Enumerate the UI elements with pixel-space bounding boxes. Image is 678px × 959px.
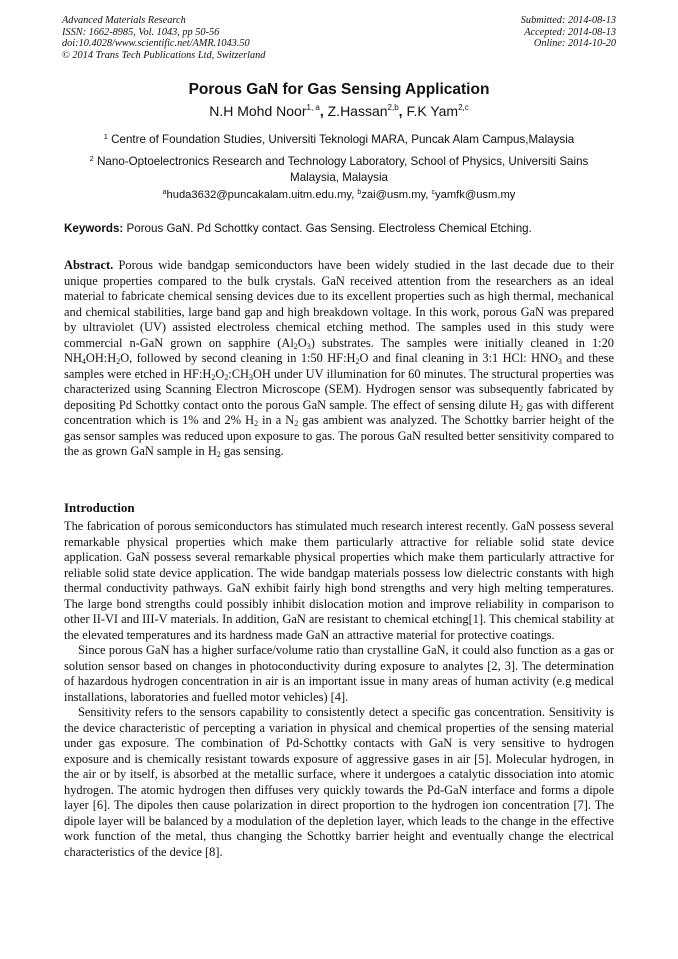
accepted-date: Accepted: 2014-08-13 (524, 26, 616, 38)
affiliation-2 (64, 151, 614, 186)
abstract-text: Porous wide bandgap semiconductors have been widely studied in the last decade due to their unique properties compared to the bulk crystals. GaN received attention from the researchers as an ideal material to fabricate chemical sensing devices due to its excellent properties such as high thermal, mechanical and chemical stabilities, large band gap and high breakdown voltage. In this work, porous GaN was prepared by ultraviolet (UV) assisted electroless chemical etching method. The samples used in this study were commercial n-GaN grown on sapphire (Al (64, 258, 614, 350)
abstract-text: gas ambient was analyzed. The Schottky barrier height of the gas sensor samples was reduced upon exposure to gas. The porous GaN resulted better sensitivity compared to the as grown GaN sample in H (64, 413, 614, 458)
abstract-text: O, followed by second cleaning in 1:50 HF:H (120, 351, 356, 365)
subscript: 4 (81, 357, 86, 366)
affiliation-text: Centre of Foundation Studies, Universiti Teknologi MARA, Puncak Alam Campus,Malaysia (111, 133, 575, 146)
subscript: 2 (254, 419, 259, 428)
introduction-body (64, 519, 614, 860)
subscript: 3 (306, 341, 311, 351)
abstract-text: and these samples were etched in HF:H (64, 351, 614, 381)
subscript: 2 (216, 450, 221, 459)
paper-title: Porous GaN for Gas Sensing Application (188, 81, 490, 98)
keywords (64, 222, 614, 235)
email-list: $^a$huda3632@puncakalam.uitm.edu.my, $^b$zai@usm.my, $^c$yamfk@usm.my (162, 189, 516, 201)
abstract-text: gas sensing. (220, 444, 284, 458)
subscript: 2 (519, 403, 524, 413)
subscript: 2 (355, 357, 360, 366)
subscript: 2 (224, 372, 229, 382)
affiliation-1 (64, 129, 614, 148)
introduction-heading: Introduction (64, 500, 135, 515)
abstract-text: gas with different concentration which is 1% and 2% H (64, 397, 614, 427)
paragraph: Since porous GaN has a higher surface/volume ratio than crystalline GaN, it could also function as a gas or solution sensor based on changes in photoconductivity during exposure to analytes [2, 3]. The determination of hazardous hydrogen concentration in air is an important issue in many areas of human activity (e.g medical installations, laboratories and fuelled motor vehicles) [4]. (64, 643, 614, 704)
abstract-text: O (215, 366, 225, 381)
email-link[interactable]: zai@usm.my (361, 189, 426, 201)
dates-header (376, 15, 616, 50)
abstract-text: ) substrates. The samples were initially cleaned in 1:20 NH (64, 335, 614, 365)
author-sup: 2,c (458, 103, 469, 112)
abstract-text: in a N (258, 413, 295, 427)
author-list: N.H Mohd Noor$^{1, a}$, Z.Hassan$^{2,b}$, F.K Yam$^{2,c}$ (209, 103, 469, 119)
affiliation-text: Nano-Optoelectronics Research and Technology Laboratory, School of Physics, Universiti Sains Malaysia, Malaysia (97, 155, 589, 184)
abstract-text: O (297, 335, 307, 350)
subscript: 3 (248, 372, 253, 382)
email-link[interactable]: yamfk@usm.my (435, 189, 516, 201)
abstract-text: OH under UV illumination for 60 minutes. The structural properties was characterized using Scanning Electron Microscope (SEM). Hydrogen sensor was subsequently fabricated by depositing Pd Schottky contact onto the porous GaN sample. The effect of sensing dilute H (64, 366, 614, 412)
author-name: Z.Hassan (327, 103, 388, 119)
paragraph: The fabrication of porous semiconductors has stimulated much research interest recently. GaN possess several remarkable physical properties which make them particularly attractive for reliable solid state device application. GaN possess several remarkable physical properties which make them particularly attractive for reliable solid state device application. The wide bandgap materials possess low dielectric constants with high thermal conductivity pathways. GaN exhibit fairly high bond strengths and very high melting temperatures. The large bond strengths could possibly inhibit dislocation motion and improve reliability in comparison to other II-VI and III-V materials. In addition, GaN are resistant to chemical etching[1]. This chemical stability at the elevated temperatures and its hardness made GaN an attractive material for protective coatings. (64, 519, 614, 642)
keywords-label: Keywords: (64, 222, 124, 235)
journal-header (62, 15, 362, 61)
email-link[interactable]: huda3632@puncakalam.uitm.edu.my (166, 189, 352, 201)
journal-doi: doi:10.4028/www.scientific.net/AMR.1043.50 (62, 38, 250, 50)
author-sup: 1, a (306, 103, 320, 112)
subscript: 2 (294, 419, 299, 428)
author-sup: 2,b (387, 103, 399, 112)
abstract-text: O and final cleaning in 3:1 HCl: HNO (359, 351, 558, 365)
author-name: N.H Mohd Noor (209, 103, 307, 119)
journal-issn: ISSN: 1662-8985, Vol. 1043, pp 50-56 (62, 26, 220, 38)
abstract (64, 258, 614, 460)
abstract-text: OH:H (85, 351, 117, 365)
abstract-label: Abstract. (64, 258, 114, 272)
online-date: Online: 2014-10-20 (533, 38, 616, 50)
email-sup: a (162, 189, 167, 196)
author-name: F.K Yam (406, 103, 459, 119)
submitted-date: Submitted: 2014-08-13 (520, 15, 616, 26)
abstract-text: :CH (228, 366, 249, 381)
subscript: 3 (557, 357, 562, 366)
paragraph: Sensitivity refers to the sensors capability to consistently detect a specific gas concentration. Sensitivity is the device characteristic of percepting a variation in physical and chemical properties of the sensing material under gas exposure. The combination of Pd-Schottky contacts with GaN is very sensitive to hydrogen exposure and is chemically resistant towards exposure of aggressive gases in air [5]. Molecular hydrogen, in the air or by itself, is absorbed at the metallic surface, where it undergoes a catalytic dissociation into atomic hydrogen. The atomic hydrogen then diffuses very quickly towards the Pd-GaN interface and forms a dipole layer [6]. The dipoles then cause polarization in direct proportion to the hydrogen ion concentration [7]. The dipole layer will be balanced by a modulation of the depletion layer, which leads to the change in the effective work function of the metal, thus changing the Schottky barrier height and eventually change the electrical characteristics of the device [8]. (64, 705, 614, 859)
journal-name: Advanced Materials Research (62, 15, 186, 26)
keywords-text: Porous GaN. Pd Schottky contact. Gas Sensing. Electroless Chemical Etching. (126, 222, 532, 235)
affiliation-sup: 2 (89, 154, 94, 163)
affiliation-sup: 1 (103, 132, 108, 141)
subscript: 2 (211, 372, 216, 382)
email-sup: c (431, 189, 436, 196)
journal-copyright: © 2014 Trans Tech Publications Ltd, Switzerland (62, 49, 266, 61)
email-sup: b (357, 189, 362, 196)
subscript: 2 (293, 341, 298, 351)
subscript: 2 (116, 357, 121, 366)
